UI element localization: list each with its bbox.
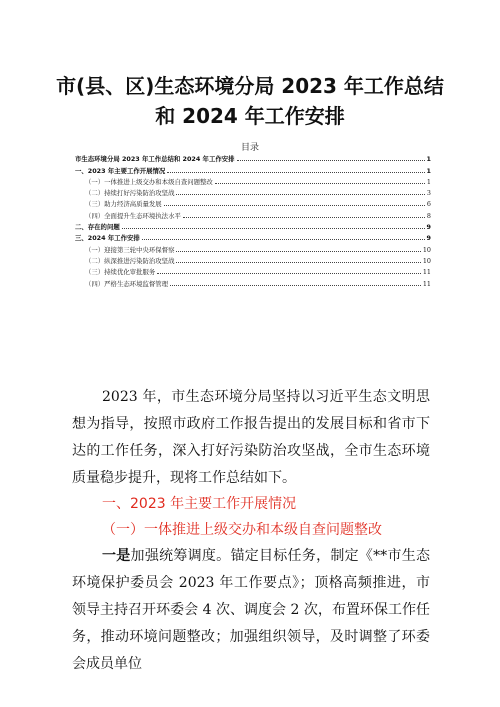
intro-paragraph: 2023 年，市生态环境分局坚持以习近平生态文明思想为指导，按照市政府工作报告提出的发展目标和省市下达的工作任务，深入打好污染防治攻坚战，全市生态环境质量稳步提升，现将工作总结如下。 [72, 389, 430, 486]
toc-page-number: 11 [422, 279, 431, 288]
toc-leader [215, 182, 425, 184]
toc-entry-label: 市生态环境分局 2023 年工作总结和 2024 年工作安排 [75, 155, 235, 164]
toc-leader [167, 171, 424, 173]
toc-page-number: 1 [426, 177, 431, 186]
toc-page-number: 9 [426, 234, 431, 243]
toc-page-number: 10 [422, 245, 431, 254]
toc-entry[interactable] [75, 276, 431, 287]
toc-entry[interactable] [75, 163, 431, 174]
toc-entry[interactable] [75, 220, 431, 231]
toc-leader [176, 261, 420, 263]
toc-entry[interactable] [75, 197, 431, 208]
toc-entry[interactable] [75, 152, 431, 163]
toc-page-number: 6 [426, 200, 431, 209]
toc-entry-label: （三）持续优化审批服务 [85, 268, 156, 277]
toc-leader [183, 216, 425, 218]
toc-page-number: 1 [426, 166, 431, 175]
document-title-line-2: 和 2024 年工作安排 [155, 104, 345, 128]
toc-leader [157, 272, 421, 274]
toc-entry[interactable] [75, 254, 431, 265]
toc-leader [176, 250, 420, 252]
toc-entry[interactable] [75, 265, 431, 276]
toc-entry-label: （四）严格生态环境监督管理 [85, 279, 169, 288]
paragraph-lead: 一是 [102, 548, 131, 564]
toc-page-number: 10 [422, 256, 431, 265]
toc-leader [142, 238, 425, 240]
toc-leader [164, 204, 425, 206]
table-of-contents [75, 152, 431, 288]
section-heading-1: 一、2023 年主要工作开展情况 [102, 496, 297, 512]
toc-leader [237, 159, 425, 161]
toc-leader [122, 227, 425, 229]
toc-entry-label: （三）助力经济高质量发展 [85, 200, 162, 209]
toc-page-number: 1 [426, 155, 431, 164]
toc-page-number: 11 [422, 268, 431, 277]
toc-page-number: 3 [426, 189, 431, 198]
toc-heading: 目录 [240, 143, 259, 153]
toc-page-number: 8 [426, 211, 431, 220]
toc-entry[interactable] [75, 186, 431, 197]
toc-entry[interactable] [75, 231, 431, 242]
toc-entry-label: 三、2024 年工作安排 [75, 234, 140, 243]
toc-leader [170, 284, 421, 286]
toc-entry-label: （二）持续打好污染防治攻坚战 [85, 189, 175, 198]
subsection-heading: （一）一体推进上级交办和本级自查问题整改 [102, 522, 382, 538]
toc-leader [176, 193, 424, 195]
toc-entry[interactable] [75, 208, 431, 219]
toc-entry-label: 一、2023 年主要工作开展情况 [75, 166, 166, 175]
toc-page-number: 9 [426, 223, 431, 232]
toc-entry-label: （二）纵深推进污染防治攻坚战 [85, 256, 175, 265]
toc-entry-label: （一）迎接第三轮中央环保督察 [85, 245, 175, 254]
document-title-line-1: 市(县、区)生态环境分局 2023 年工作总结 [56, 74, 444, 98]
body-paragraph [72, 543, 430, 678]
toc-entry-label: 二、存在的问题 [75, 223, 120, 232]
toc-entry[interactable] [75, 242, 431, 253]
toc-entry-label: （四）全面提升生态环境执法水平 [85, 211, 181, 220]
paragraph-text: 加强统筹调度。锚定目标任务，制定《**市生态环境保护委员会 2023 年工作要点》；顶格高频推进，市领导主持召开环委会 4 次、调度会 2 次，布置环保工作任务，推动环境问题整改；加强组织领导，及时调整了环委会成员单位 [72, 548, 431, 672]
toc-entry[interactable] [75, 175, 431, 186]
toc-entry-label: （一）一体推进上级交办和本级自查问题整改 [85, 177, 213, 186]
